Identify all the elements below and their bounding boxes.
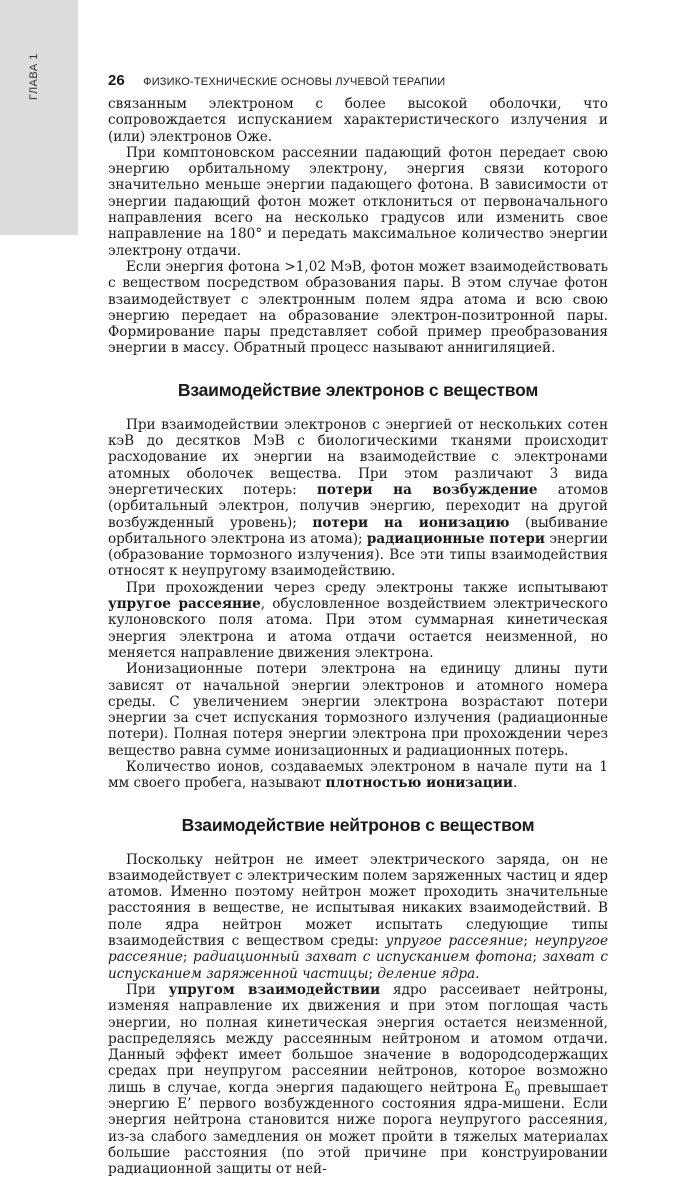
term-radiation-losses: радиационные потери (366, 530, 545, 547)
paragraph-electrons-3: Ионизационные потери электрона на единицу длины пути зависят от начальной энергии электронов и атомного номера среды. С увеличением энергии электрона возрастают потери энергии за счет испускания тормозного излучения (радиационные потери). Полная потеря энергии электрона при прохождении через вещество равна сумме ионизационных и радиационных потерь. (108, 661, 608, 759)
term-elastic-interaction: упругом взаимодействии (168, 981, 381, 998)
text-run: Количество ионов, создаваемых электроном в начале пути на 1 мм своего пробега, называют (108, 758, 608, 792)
paragraph-intro-2: При комптоновском рассеянии падающий фотон передает свою энергию орбитальному электрону, энергия связи которого значительно меньше энергии падающего фотона. В зависимости от энергии падающий фотон может отклониться от первоначального направления всего на несколько градусов или изменить свое направление на 180° и передать максимальное количество энергии электрону отдачи. (108, 144, 608, 259)
term-radiative-capture: радиационный захват с испусканием фотона (193, 949, 533, 966)
text-run: Поскольку нейтрон не имеет электрического заряда, он не взаимодействует с электрическим полем заряженных частиц и ядер атомов. Именно поэтому нейтрон может проходить значительные расстояния в веществе, не испытывая никаких взаимодействий. В поле ядра нейтрон может испытать следующие типы взаимодействия с веществом среды: (108, 851, 608, 950)
text-run: превышает энергию E’ первого возбужденного состояния ядра-мишени. Если энергия нейтрона становится ниже порога неупругого рассеяния, из-за слабого замедления он может пройти в тяжелых материалах большие расстояния (по этой причине при конструировании радиационной защиты от ней- (108, 1079, 608, 1178)
text-run: атомов (орбитальный электрон, получив энергию, переходит на другой возбужденный уровень); (108, 481, 608, 531)
text-run: . (512, 775, 518, 792)
text-run: энергии (образование тормозного излучения). Все эти типы взаимодействия относят к неупругому взаимодействию. (108, 530, 608, 580)
chapter-side-tab (0, 0, 78, 235)
term-ionization-losses: потери на ионизацию (312, 514, 510, 531)
term-elastic-scattering-italic: упругое рассеяние (385, 933, 524, 950)
paragraph-electrons-1 (108, 417, 608, 580)
term-ionization-density: плотностью ионизации (325, 775, 513, 792)
paragraph-neutrons-1 (108, 852, 608, 982)
text-run: ядро рассеивает нейтроны, изменяя направление их движения и при этом поглощая часть энергии, но полная кинетическая энергия остается неизменной, распределяясь между рассеянным нейтроном и атомом отдачи. Данный эффект имеет большое значение в водородсодержащих средах при неупругом рассеянии нейтронов, которое возможно лишь в случае, когда энергия падающего нейтрона E (108, 981, 608, 1096)
chapter-label: ГЛАВА 1 (28, 53, 40, 100)
text-run: . (475, 965, 480, 982)
paragraph-intro-1: связанным электроном с более высокой оболочки, что сопровождается испусканием характеристического излучения и (или) электронов Оже. (108, 96, 608, 145)
text-run: (выбивание орбитального электрона из атома); (108, 514, 608, 547)
page-number: 26 (108, 72, 125, 89)
term-inelastic-scattering: неупругое рассеяние (108, 933, 608, 966)
paragraph-electrons-4 (108, 759, 608, 792)
paragraph-neutrons-2 (108, 982, 608, 1178)
term-excitation-losses: потери на возбуждение (316, 481, 538, 498)
section-heading-electrons: Взаимодействие электронов с веществом (177, 379, 539, 400)
text-run: , обусловленное воздействием электрического кулоновского поля атома. При этом суммарная кинетическая энергия электрона и атома отдачи остается неизменной, но меняется направление движения электрона. (108, 596, 608, 661)
separator: ; (368, 965, 378, 982)
separator: ; (182, 949, 194, 966)
paragraph-intro-3: Если энергия фотона >1,02 МэВ, фотон может взаимодействовать с веществом посредством образования пары. В этом случае фотон взаимодействует с электронным полем ядра атома и всю свою энергию передает на образование электрон-позитронной пары. Формирование пары представляет собой пример преобразования энергии в массу. Обратный процесс называют аннигиляцией. (108, 258, 608, 357)
text-run: При (126, 981, 169, 998)
term-elastic-scattering: упругое рассеяние (108, 596, 261, 613)
page-body (108, 96, 608, 1178)
running-title: ФИЗИКО-ТЕХНИЧЕСКИЕ ОСНОВЫ ЛУЧЕВОЙ ТЕРАПИИ (143, 76, 446, 88)
text-run: При прохождении через среду электроны также испытывают (126, 579, 608, 596)
paragraph-electrons-2 (108, 580, 608, 661)
separator: ; (523, 933, 535, 950)
subscript: 0 (514, 1088, 521, 1099)
section-heading-neutrons: Взаимодействие нейтронов с веществом (181, 814, 535, 835)
text-run: При взаимодействии электронов с энергией от нескольких сотен кэВ до десятков МэВ с биологическими тканями происходит расходование их энергии на взаимодействие с электронами атомных оболочек вещества. При этом различают 3 вида энергетических потерь: (108, 416, 608, 498)
separator: ; (532, 949, 543, 966)
running-head (108, 72, 608, 90)
term-charged-particle-capture: захват с испусканием заряженной частицы (108, 949, 609, 982)
term-fission: деление ядра (377, 965, 476, 982)
